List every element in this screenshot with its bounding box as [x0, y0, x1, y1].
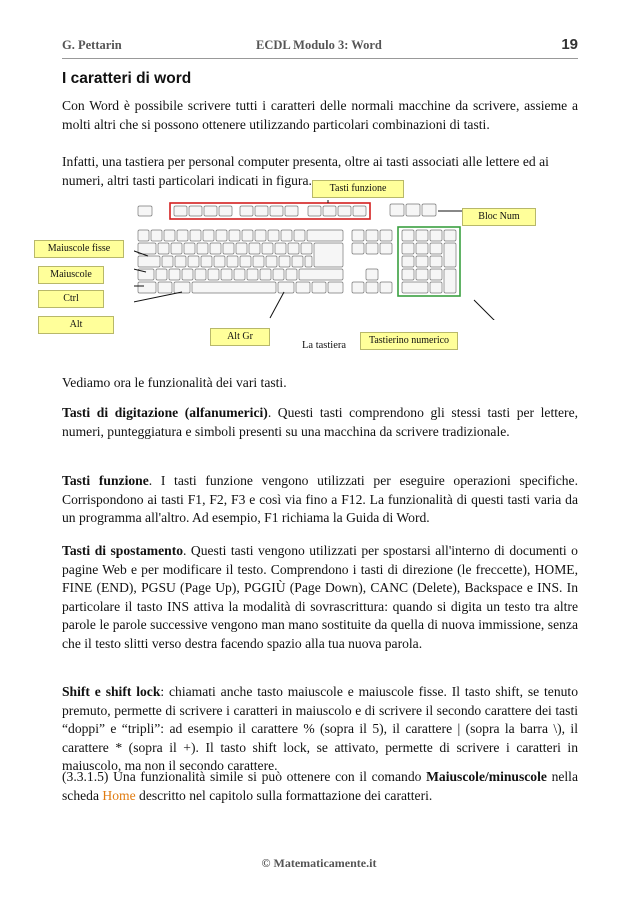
callout-alt: Alt — [38, 316, 114, 334]
funzione-title: Tasti funzione — [62, 473, 149, 488]
ref-mid: nella scheda — [62, 769, 578, 803]
ref-post: descritto nel capitolo sulla formattazione dei caratteri. — [135, 787, 433, 803]
section-title: I caratteri di word — [62, 70, 192, 87]
funzione-body: . I tasti funzione vengono utilizzati per eseguire operazioni specifiche. Corrispondono ai tasti F1, F2, F3 e così via fino a F12. La funzionalità di questi tasti varia da un programma all'altro. Ad esempio, F1 richiama la Guida di Word. — [62, 473, 578, 526]
header-course: ECDL Modulo 3: Word — [256, 38, 382, 52]
callout-ctrl: Ctrl — [38, 290, 104, 308]
page-header — [62, 36, 578, 56]
figure-caption: La tastiera — [302, 340, 347, 351]
shift-body: : chiamati anche tasto maiuscole e maiuscole fisse. Il tasto shift, se tenuto premuto, permette di scrivere i caratteri in maiuscolo e di scrivere il secondo carattere dei tasti “doppi” e “tripli”: ad esempio il carattere % (sopra il 5), il carattere | (sopra la barra \), il carattere * (sopra il +). Il tasto shift lock, se attivato, permette di scrivere i caratteri in maiuscolo, ma non il secondo carattere. — [62, 684, 578, 774]
callout-tastierino-numerico: Tastierino numerico — [360, 332, 458, 350]
header-rule — [62, 58, 578, 59]
paragraph-vediamo: Vediamo ora le funzionalità dei vari tasti. — [62, 375, 287, 390]
page-footer: © Matematicamente.it — [261, 856, 377, 870]
paragraph-funzione — [62, 472, 578, 528]
ref-command: Maiuscole/minuscole — [426, 769, 547, 784]
paragraph-digitazione — [62, 404, 578, 441]
digitazione-body: . Questi tasti comprendono gli stessi tasti per lettere, numeri, punteggiatura e simboli presenti su una macchina da scrivere tradizionale. — [62, 405, 578, 439]
callout-bloc-num: Bloc Num — [462, 208, 536, 226]
keyboard-figure — [30, 178, 590, 358]
paragraph-reference — [62, 768, 578, 805]
callout-maiuscole: Maiuscole — [38, 266, 104, 284]
header-author: G. Pettarin — [62, 38, 122, 52]
spostamento-title: Tasti di spostamento — [62, 543, 184, 558]
intro-paragraph-2: Infatti, una tastiera per personal computer presenta, oltre ai tasti associati alle lettere ed ai numeri, altri tasti particolari indicati in figura. — [62, 154, 549, 188]
spostamento-body: . Questi tasti vengono utilizzati per spostarsi all'interno di documenti o pagine Web e per modificare il testo. Comprendono i tasti di direzione (le freccette), HOME, FINE (END), PGSU (Page Up), PGGIÙ (Page Down), CANC (Delete), Backspace e INS. In particolare il tasto INS attiva la modalità di sovrascrittura: quando si digita un testo tra altre parole le parole successive vengono man mano sostituite da quella di nuova immissione, senza che il testo slitti verso destra facendo spazio alla tua nuova parola. — [62, 543, 578, 651]
callout-tasti-funzione: Tasti funzione — [312, 180, 404, 198]
paragraph-spostamento — [62, 542, 578, 654]
intro-paragraph-1: Con Word è possibile scrivere tutti i caratteri delle normali macchine da scrivere, assieme a molti altri che si possono ottenere utilizzando particolari combinazioni di tasti. — [62, 98, 578, 132]
shift-title: Shift e shift lock — [62, 684, 161, 699]
callout-alt-gr: Alt Gr — [210, 328, 270, 346]
ref-pre: (3.3.1.5) Una funzionalità simile si può ottenere con il comando — [62, 769, 427, 784]
paragraph-shift — [62, 683, 578, 776]
ref-home-tab: Home — [102, 787, 136, 803]
callout-maiuscole-fisse: Maiuscole fisse — [34, 240, 124, 258]
digitazione-title: Tasti di digitazione (alfanumerici) — [62, 405, 268, 420]
page-number: 19 — [561, 36, 578, 53]
